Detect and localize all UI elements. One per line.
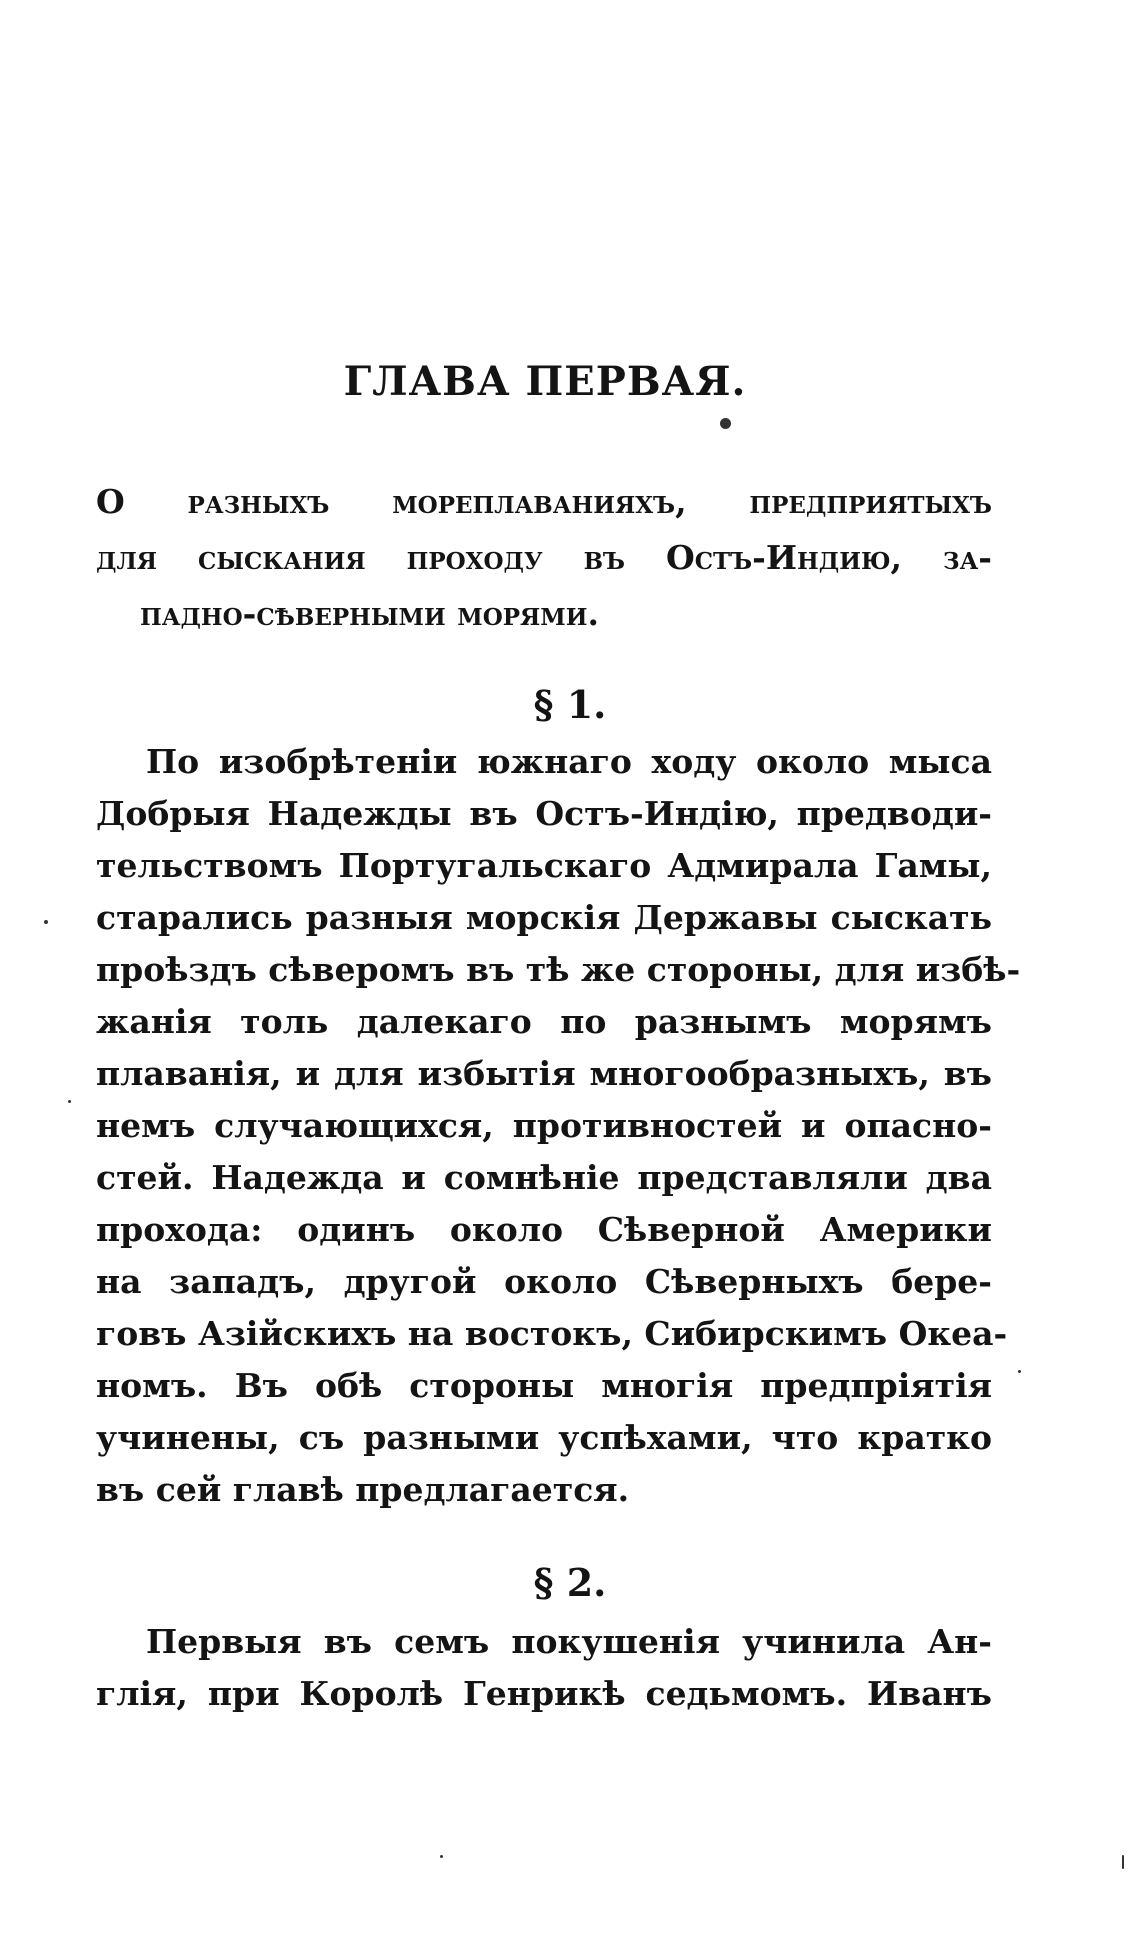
- section-1-line: учинены, съ разными успѣхами, что кратко: [96, 1418, 992, 1457]
- section-1-line: проѣздъ сѣверомъ въ тѣ же стороны, для избѣ-: [96, 950, 1021, 989]
- heading-line-2: для сыскания проходу въ Остъ-Индию, за-: [96, 538, 992, 577]
- section-1-line: тельствомъ Португальскаго Адмирала Гамы,: [96, 846, 992, 885]
- section-mark-2: § 2.: [533, 1560, 607, 1605]
- section-1-line: Добрыя Надежды въ Остъ-Индію, предводи-: [96, 794, 992, 833]
- section-mark-1: § 1.: [533, 682, 607, 727]
- ink-speck: [440, 1855, 443, 1858]
- ink-speck: [1122, 1855, 1124, 1869]
- section-2-line: Первыя въ семъ покушенія учинила Ан-: [146, 1622, 992, 1661]
- chapter-title: ГЛАВА ПЕРВАЯ.: [343, 358, 747, 405]
- section-1-line: номъ. Въ обѣ стороны многія предпріятія: [96, 1366, 992, 1405]
- heading-line-3: падно-сѣверными морями.: [140, 594, 599, 633]
- section-1-line: въ сей главѣ предлагается.: [96, 1470, 630, 1509]
- section-2-line: глія, при Королѣ Генрикѣ седьмомъ. Иванъ: [96, 1674, 992, 1713]
- section-1-line: немъ случающихся, противностей и опасно-: [96, 1106, 992, 1145]
- ink-speck: [44, 920, 48, 924]
- section-1-line: прохода: одинъ около Сѣверной Америки: [96, 1210, 992, 1249]
- section-1-line: на западъ, другой около Сѣверныхъ бере-: [96, 1262, 992, 1301]
- section-1-line: стей. Надежда и сомнѣніе представляли два: [96, 1158, 992, 1197]
- section-1-line: говъ Азійскихъ на востокъ, Сибирскимъ Океа-: [96, 1314, 1008, 1353]
- ink-speck: [720, 418, 731, 429]
- section-1-line: По изобрѣтеніи южнаго ходу около мыса: [146, 742, 992, 781]
- section-1-line: плаванія, и для избытія многообразныхъ, въ: [96, 1054, 992, 1093]
- section-1-line: старались разныя морскія Державы сыскать: [96, 898, 992, 937]
- heading-line-1: О разныхъ мореплаванияхъ, предприятыхъ: [96, 482, 992, 521]
- ink-speck: [68, 1100, 71, 1103]
- ink-speck: [1018, 1370, 1021, 1373]
- section-1-line: жанія толь далекаго по разнымъ морямъ: [96, 1002, 992, 1041]
